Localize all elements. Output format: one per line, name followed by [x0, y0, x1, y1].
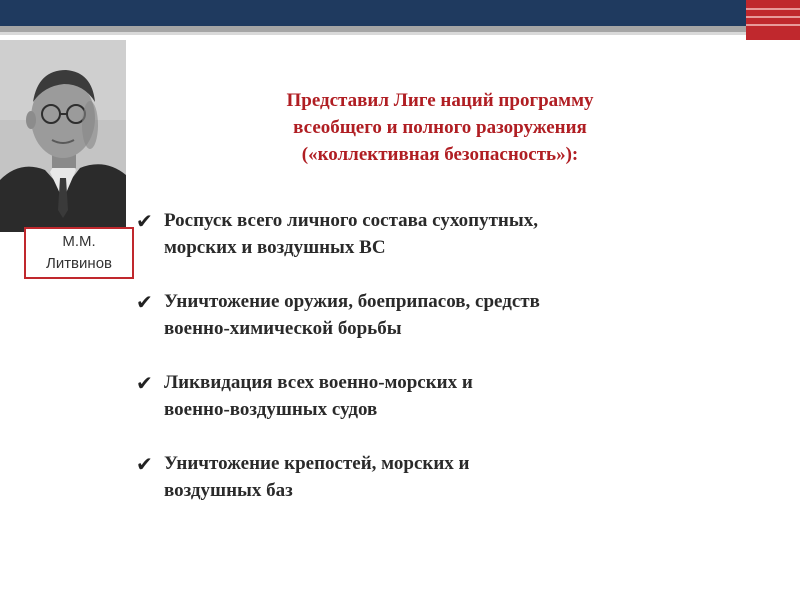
bullet-list	[136, 207, 736, 531]
checkmark-icon: ✔	[136, 371, 153, 395]
list-item-text	[164, 288, 736, 342]
heading-line-3: («коллективная безопасность»):	[301, 144, 579, 165]
caption-initials: М.М.	[62, 233, 96, 250]
band-red-block	[746, 0, 800, 40]
list-item-line: военно-воздушных судов	[164, 399, 378, 420]
list-item-line: военно-химической борьбы	[164, 318, 402, 339]
list-item-text	[164, 369, 736, 423]
checkmark-icon: ✔	[136, 209, 153, 233]
list-item-line: Роспуск всего личного состава сухопутных,	[164, 210, 538, 231]
red-block-stripe	[746, 16, 800, 18]
list-item-text	[164, 450, 736, 504]
red-block-stripe	[746, 8, 800, 10]
list-item-line: Уничтожение оружия, боеприпасов, средств	[164, 291, 540, 312]
band-light-stripe	[0, 32, 800, 35]
heading-line-2: всеобщего и полного разоружения	[293, 117, 587, 138]
checkmark-icon: ✔	[136, 452, 153, 476]
list-item-line: морских и воздушных ВС	[164, 237, 386, 258]
caption-surname: Литвинов	[45, 255, 113, 272]
portrait-photo	[0, 40, 126, 232]
list-item	[136, 288, 736, 342]
list-item-text	[164, 207, 736, 261]
list-item-line: Ликвидация всех военно-морских и	[164, 372, 473, 393]
list-item-line: Уничтожение крепостей, морских и	[164, 453, 470, 474]
checkmark-icon: ✔	[136, 290, 153, 314]
list-item	[136, 207, 736, 261]
red-block-stripe	[746, 24, 800, 26]
heading-line-1: Представил Лиге наций программу	[286, 90, 594, 111]
list-item	[136, 369, 736, 423]
slide-heading	[190, 87, 690, 168]
top-decorative-band	[0, 0, 800, 40]
portrait-caption	[24, 227, 134, 279]
portrait-illustration	[0, 40, 126, 232]
band-dark-stripe	[0, 0, 800, 26]
list-item	[136, 450, 736, 504]
list-item-line: воздушных баз	[164, 480, 293, 501]
